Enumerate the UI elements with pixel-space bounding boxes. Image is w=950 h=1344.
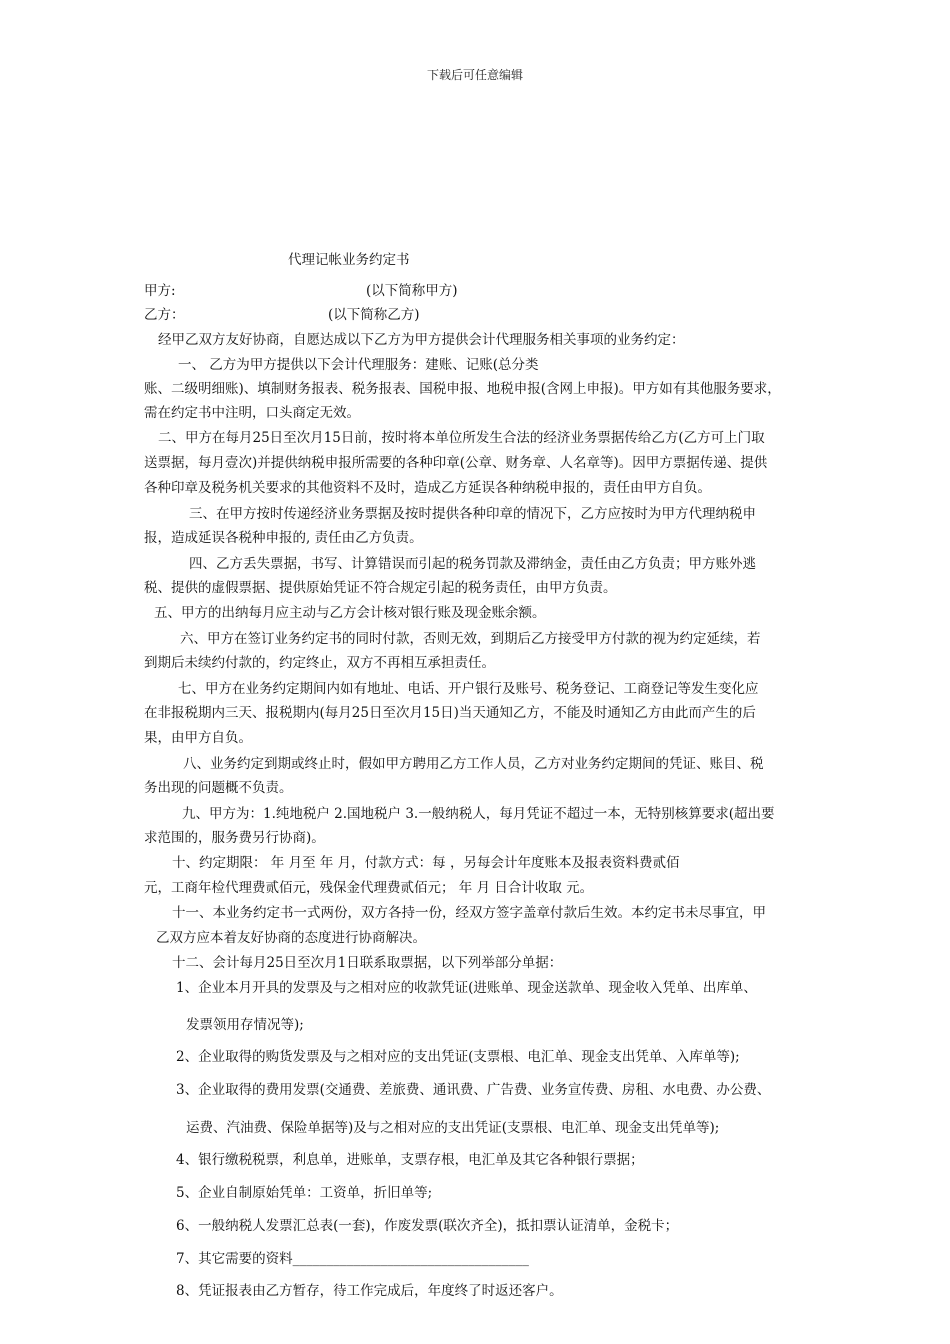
intro-paragraph: 经甲乙双方友好协商，自愿达成以下乙方为甲方提供会计代理服务相关事项的业务约定： <box>158 332 685 348</box>
header-note: 下载后可任意编辑 <box>426 68 523 82</box>
clause-line: 求范围的，服务费另行协商)。 <box>144 830 325 846</box>
clause-line: 送票据，每月壹次)并提供纳税申报所需要的各种印章(公章、财务章、人名章等)。因甲方票据传递、提供 <box>144 455 768 471</box>
list-item: 8、凭证报表由乙方暂存，待工作完成后，年度终了时返还客户。 <box>176 1283 563 1299</box>
party-a-label: 甲方: <box>144 283 176 299</box>
list-item: 7、其它需要的资料___________________________________ <box>176 1251 529 1267</box>
list-item: 发票领用存情况等); <box>186 1017 304 1033</box>
party-a-note: (以下简称甲方) <box>366 283 458 299</box>
clause-line: 六、甲方在签订业务约定书的同时付款，否则无效，到期后乙方接受甲方付款的视为约定延续，若 <box>180 631 761 647</box>
clause-line: 八、业务约定到期或终止时，假如甲方聘用乙方工作人员，乙方对业务约定期间的凭证、账目、税 <box>183 756 764 772</box>
clause-line: 报，造成延误各税种申报的, 责任由乙方负责。 <box>144 530 423 546</box>
clause-line: 在非报税期内三天、报税期内(每月25日至次月15日)当天通知乙方，不能及时通知乙方由此而产生的后 <box>144 705 756 721</box>
clause-line: 十二、会计每月25日至次月1日联系取票据，以下列举部分单据： <box>172 955 563 971</box>
clause-line: 各种印章及税务机关要求的其他资料不及时，造成乙方延误各种纳税申报的，责任由甲方自负。 <box>144 480 711 496</box>
clause-line: 七、甲方在业务约定期间内如有地址、电话、开户银行及账号、税务登记、工商登记等发生变化应 <box>178 681 759 697</box>
list-item: 3、企业取得的费用发票(交通费、差旅费、通讯费、广告费、业务宣传费、房租、水电费、办公费、 <box>176 1082 771 1098</box>
clause-line: 账、二级明细账)、填制财务报表、税务报表、国税申报、地税申报(含网上申报)。甲方如有其他服务要求， <box>144 381 781 397</box>
clause-line: 务出现的问题概不负责。 <box>144 780 293 796</box>
party-b-label: 乙方： <box>144 307 185 323</box>
party-b-note: (以下简称乙方) <box>328 307 420 323</box>
list-item: 运费、汽油费、保险单据等)及与之相对应的支出凭证(支票根、电汇单、现金支出凭单等); <box>186 1120 720 1136</box>
clause-line: 三、在甲方按时传递经济业务票据及按时提供各种印章的情况下，乙方应按时为甲方代理纳税申 <box>189 506 756 522</box>
clause-line: 需在约定书中注明，口头商定无效。 <box>144 405 360 421</box>
clause-line: 一、 乙方为甲方提供以下会计代理服务：建账、记账(总分类 <box>178 357 539 373</box>
clause-line: 九、甲方为：1.纯地税户 2.国地税户 3.一般纳税人，每月凭证不超过一本，无特别核算要求(超出要 <box>182 806 775 822</box>
clause-line: 到期后未续约付款的，约定终止，双方不再相互承担责任。 <box>144 655 495 671</box>
document-title: 代理记帐业务约定书 <box>288 252 410 268</box>
clause-line: 元，工商年检代理费贰佰元，残保金代理费贰佰元； 年 月 日合计收取 元。 <box>144 880 594 896</box>
clause-line: 税、提供的虚假票据、提供原始凭证不符合规定引起的税务责任，由甲方负责。 <box>144 580 617 596</box>
list-item: 2、企业取得的购货发票及与之相对应的支出凭证(支票根、电汇单、现金支出凭单、入库单等); <box>176 1049 740 1065</box>
list-item: 4、银行缴税税票，利息单，进账单，支票存根，电汇单及其它各种银行票据； <box>176 1152 644 1168</box>
clause-line: 二、甲方在每月25日至次月15日前，按时将本单位所发生合法的经济业务票据传给乙方(乙方可上门取 <box>158 430 765 446</box>
clause-line: 十、约定期限： 年 月至 年 月，付款方式：每 ，另每会计年度账本及报表资料费贰佰 <box>172 855 680 871</box>
list-item: 1、企业本月开具的发票及与之相对应的收款凭证(进账单、现金送款单、现金收入凭单、出库单、 <box>176 980 757 996</box>
clause-line: 十一、本业务约定书一式两份，双方各持一份，经双方签字盖章付款后生效。本约定书未尽事宜，甲 <box>172 905 766 921</box>
clause-line: 五、甲方的出纳每月应主动与乙方会计核对银行账及现金账余额。 <box>154 605 546 621</box>
list-item: 5、企业自制原始凭单：工资单，折旧单等; <box>176 1185 433 1201</box>
clause-line: 果，由甲方自负。 <box>144 730 252 746</box>
clause-line: 四、乙方丢失票据，书写、计算错误而引起的税务罚款及滞纳金，责任由乙方负责；甲方账外逃 <box>189 556 756 572</box>
list-item: 6、一般纳税人发票汇总表(一套)，作废发票(联次齐全)，抵扣票认证清单，金税卡； <box>176 1218 679 1234</box>
clause-line: 乙双方应本着友好协商的态度进行协商解决。 <box>156 930 426 946</box>
